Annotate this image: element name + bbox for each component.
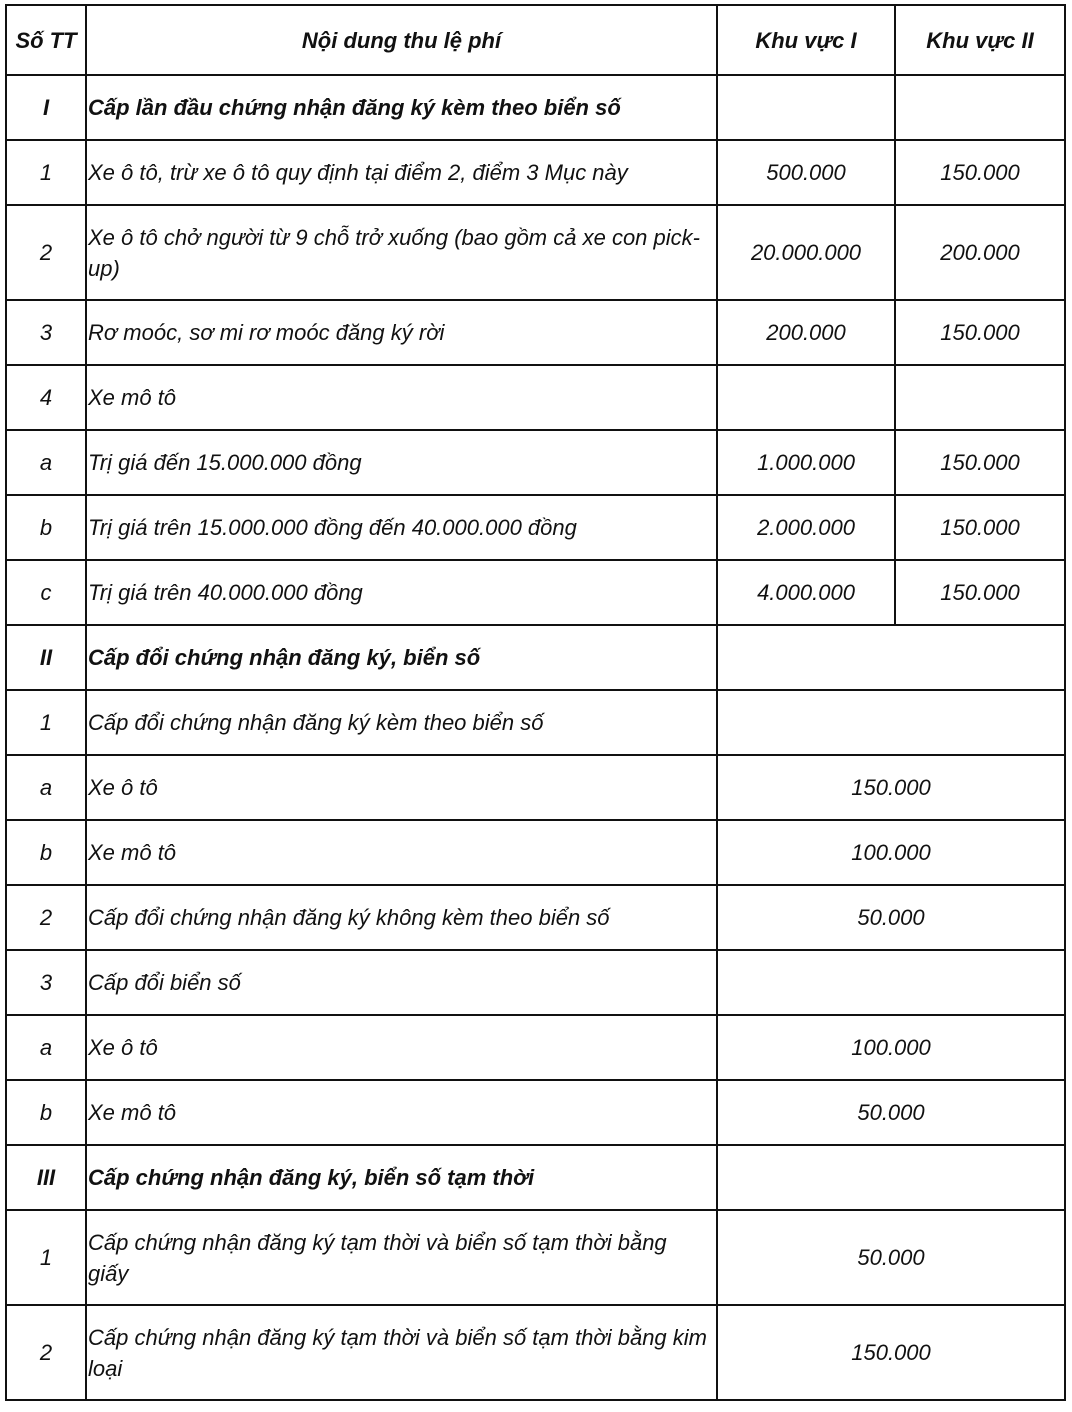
row-content: Cấp đổi chứng nhận đăng ký không kèm theo biển số xyxy=(86,885,717,950)
row-content: Xe ô tô xyxy=(86,755,717,820)
row-number: 3 xyxy=(6,950,86,1015)
row-number: a xyxy=(6,755,86,820)
fee-both-areas: 50.000 xyxy=(717,1080,1065,1145)
fee-both-areas xyxy=(717,625,1065,690)
row-content: Rơ moóc, sơ mi rơ moóc đăng ký rời xyxy=(86,300,717,365)
fee-both-areas xyxy=(717,1145,1065,1210)
row-number: 1 xyxy=(6,1210,86,1305)
fee-area2: 200.000 xyxy=(895,205,1065,300)
row-content: Cấp chứng nhận đăng ký tạm thời và biển số tạm thời bằng giấy xyxy=(86,1210,717,1305)
row-content: Trị giá trên 15.000.000 đồng đến 40.000.000 đồng xyxy=(86,495,717,560)
row-number: 2 xyxy=(6,1305,86,1400)
header-row xyxy=(6,5,1065,75)
row-content: Cấp lần đầu chứng nhận đăng ký kèm theo biển số xyxy=(86,75,717,140)
fee-both-areas: 100.000 xyxy=(717,1015,1065,1080)
row-content: Cấp đổi chứng nhận đăng ký, biển số xyxy=(86,625,717,690)
row-content: Xe mô tô xyxy=(86,820,717,885)
fee-area1 xyxy=(717,365,895,430)
table-row xyxy=(6,1210,1065,1305)
table-row xyxy=(6,495,1065,560)
table-row xyxy=(6,755,1065,820)
row-number: b xyxy=(6,495,86,560)
row-number: a xyxy=(6,430,86,495)
row-number: 1 xyxy=(6,140,86,205)
row-content: Xe ô tô, trừ xe ô tô quy định tại điểm 2, điểm 3 Mục này xyxy=(86,140,717,205)
fee-area2: 150.000 xyxy=(895,140,1065,205)
fee-both-areas xyxy=(717,690,1065,755)
row-number: c xyxy=(6,560,86,625)
section-row xyxy=(6,1145,1065,1210)
row-content: Xe ô tô xyxy=(86,1015,717,1080)
header-area2: Khu vực II xyxy=(895,5,1065,75)
table-row xyxy=(6,430,1065,495)
fee-area2 xyxy=(895,365,1065,430)
row-number: II xyxy=(6,625,86,690)
fee-both-areas: 50.000 xyxy=(717,885,1065,950)
table-row xyxy=(6,205,1065,300)
fee-area2: 150.000 xyxy=(895,560,1065,625)
row-number: III xyxy=(6,1145,86,1210)
fee-both-areas xyxy=(717,950,1065,1015)
section-row xyxy=(6,75,1065,140)
table-row xyxy=(6,365,1065,430)
table-row xyxy=(6,1305,1065,1400)
fee-both-areas: 50.000 xyxy=(717,1210,1065,1305)
table-row xyxy=(6,140,1065,205)
fee-area2: 150.000 xyxy=(895,495,1065,560)
table-row xyxy=(6,1015,1065,1080)
fee-area2: 150.000 xyxy=(895,300,1065,365)
table-row xyxy=(6,560,1065,625)
fee-area1: 4.000.000 xyxy=(717,560,895,625)
fee-area1: 2.000.000 xyxy=(717,495,895,560)
table-row xyxy=(6,885,1065,950)
row-content: Trị giá đến 15.000.000 đồng xyxy=(86,430,717,495)
fee-both-areas: 150.000 xyxy=(717,755,1065,820)
table-row xyxy=(6,300,1065,365)
row-content: Cấp chứng nhận đăng ký, biển số tạm thời xyxy=(86,1145,717,1210)
row-number: I xyxy=(6,75,86,140)
row-content: Xe mô tô xyxy=(86,365,717,430)
table-row xyxy=(6,1080,1065,1145)
row-content: Trị giá trên 40.000.000 đồng xyxy=(86,560,717,625)
row-content: Cấp chứng nhận đăng ký tạm thời và biển số tạm thời bằng kim loại xyxy=(86,1305,717,1400)
row-number: 3 xyxy=(6,300,86,365)
fee-area1: 1.000.000 xyxy=(717,430,895,495)
row-number: 2 xyxy=(6,205,86,300)
fee-area1: 200.000 xyxy=(717,300,895,365)
fee-both-areas: 100.000 xyxy=(717,820,1065,885)
table-row xyxy=(6,950,1065,1015)
row-number: 4 xyxy=(6,365,86,430)
row-number: a xyxy=(6,1015,86,1080)
fee-area1 xyxy=(717,75,895,140)
fee-both-areas: 150.000 xyxy=(717,1305,1065,1400)
section-row xyxy=(6,625,1065,690)
fee-table xyxy=(5,4,1066,1401)
row-number: 1 xyxy=(6,690,86,755)
fee-area1: 500.000 xyxy=(717,140,895,205)
header-content: Nội dung thu lệ phí xyxy=(86,5,717,75)
row-number: b xyxy=(6,820,86,885)
table-row xyxy=(6,690,1065,755)
header-no: Số TT xyxy=(6,5,86,75)
row-content: Cấp đổi chứng nhận đăng ký kèm theo biển số xyxy=(86,690,717,755)
row-content: Cấp đổi biển số xyxy=(86,950,717,1015)
row-content: Xe ô tô chở người từ 9 chỗ trở xuống (bao gồm cả xe con pick-up) xyxy=(86,205,717,300)
row-number: 2 xyxy=(6,885,86,950)
header-area1: Khu vực I xyxy=(717,5,895,75)
fee-area2: 150.000 xyxy=(895,430,1065,495)
row-number: b xyxy=(6,1080,86,1145)
fee-area1: 20.000.000 xyxy=(717,205,895,300)
table-row xyxy=(6,820,1065,885)
fee-area2 xyxy=(895,75,1065,140)
row-content: Xe mô tô xyxy=(86,1080,717,1145)
